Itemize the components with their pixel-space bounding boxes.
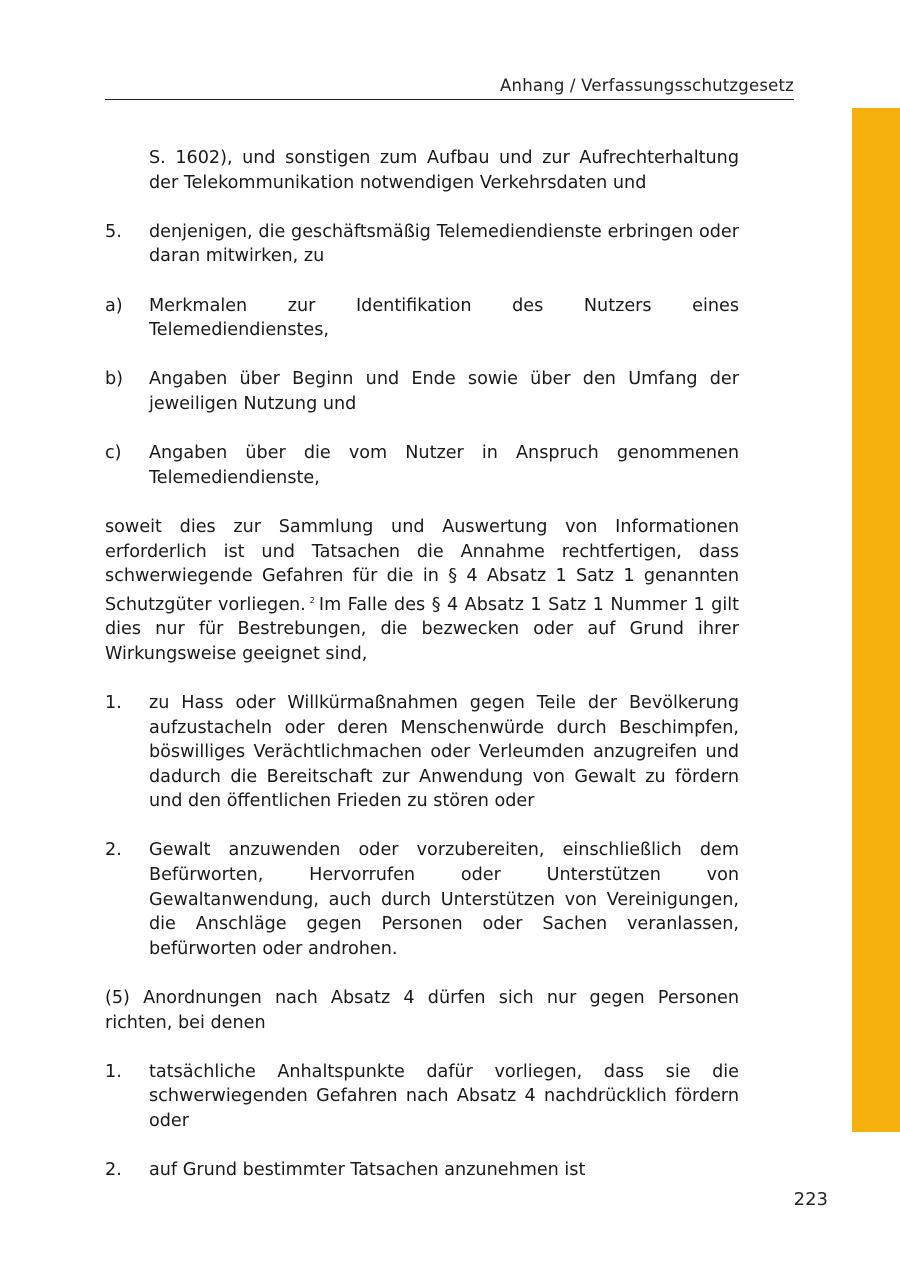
list-marker: 2. (105, 840, 122, 861)
list-marker: 5. (105, 221, 122, 242)
list-item-text: denjenigen, die geschäftsmäßig Telemediendienste erbringen oder daran mitwirken, zu (149, 221, 739, 267)
list-item-text: zu Hass oder Willkürmaßnahmen gegen Teile der Bevölkerung aufzustacheln oder deren Menschenwürde durch Beschimpfen, böswilliges Verächtlichmachen oder Verleumden anzugreifen und dadurch die Bereitschaft zur Anwendung von Gewalt zu fördern und den öffentlichen Frieden zu stören oder (149, 692, 739, 812)
sentence-number: 2 (309, 595, 315, 605)
list-item-text: tatsächliche Anhaltspunkte dafür vorliegen, dass sie die schwerwiegenden Gefahren nach Absatz 4 nachdrücklich fördern oder (149, 1061, 739, 1132)
list-item (105, 838, 739, 961)
list-item-text: Angaben über die vom Nutzer in Anspruch genommenen Telemediendienste, (149, 443, 739, 488)
list-item-text: Angaben über Beginn und Ende sowie über den Umfang der jeweiligen Nutzung und (149, 369, 739, 414)
list-item-text: Merkmalen zur Identifikation des Nutzers eines Telemediendienstes, (149, 295, 739, 341)
paragraph: (5) Anordnungen nach Absatz 4 dürfen sich nur gegen Personen richten, bei denen (105, 988, 739, 1033)
page-body (105, 146, 739, 1207)
list-marker: c) (105, 443, 122, 464)
list-item (105, 441, 739, 490)
paragraph (105, 515, 739, 666)
continued-list-text (149, 146, 739, 195)
paragraph-sentence: soweit dies zur Sammlung und Auswertung von Informationen erforderlich ist und Tatsachen die Annahme rechtfertigen, dass schwerwiegende Gefahren für die in § 4 Absatz 1 Satz 1 genannten Schutzgüter vorliegen. (105, 516, 739, 615)
list-item-text: auf Grund bestimmter Tatsachen anzunehmen ist (149, 1160, 586, 1181)
list-marker: 1. (105, 692, 122, 713)
list-marker: a) (105, 295, 123, 316)
paragraph-sentence: Im Falle des § 4 Absatz 1 Satz 1 Nummer 1 gilt dies nur für Bestrebungen, die bezwecken oder auf Grund ihrer Wirkungsweise geeignet sind, (105, 594, 739, 664)
continued-text: S. 1602), und sonstigen zum Aufbau und zur Aufrechterhaltung der Telekommunikation notwendigen Verkehrsdaten und (149, 148, 739, 193)
header-rule (105, 99, 794, 100)
list-item (105, 294, 739, 343)
running-header: Anhang / Verfassungsschutzgesetz (500, 76, 794, 95)
chapter-tab (852, 108, 900, 1132)
list-item (105, 220, 739, 269)
list-item (105, 691, 739, 814)
list-item-text: Gewalt anzuwenden oder vorzubereiten, einschließlich dem Befürworten, Hervorrufen oder Unterstützen von Gewaltanwendung, auch durch Unterstützen von Vereinigungen, die Anschläge gegen Personen oder Sachen veranlassen, befürworten oder androhen. (149, 840, 739, 959)
list-item (105, 1060, 739, 1134)
list-marker: b) (105, 369, 124, 390)
list-marker: 1. (105, 1061, 122, 1082)
list-marker: 2. (105, 1160, 122, 1181)
list-item (105, 367, 739, 416)
page-number: 223 (793, 1189, 828, 1210)
list-item (105, 1158, 739, 1183)
